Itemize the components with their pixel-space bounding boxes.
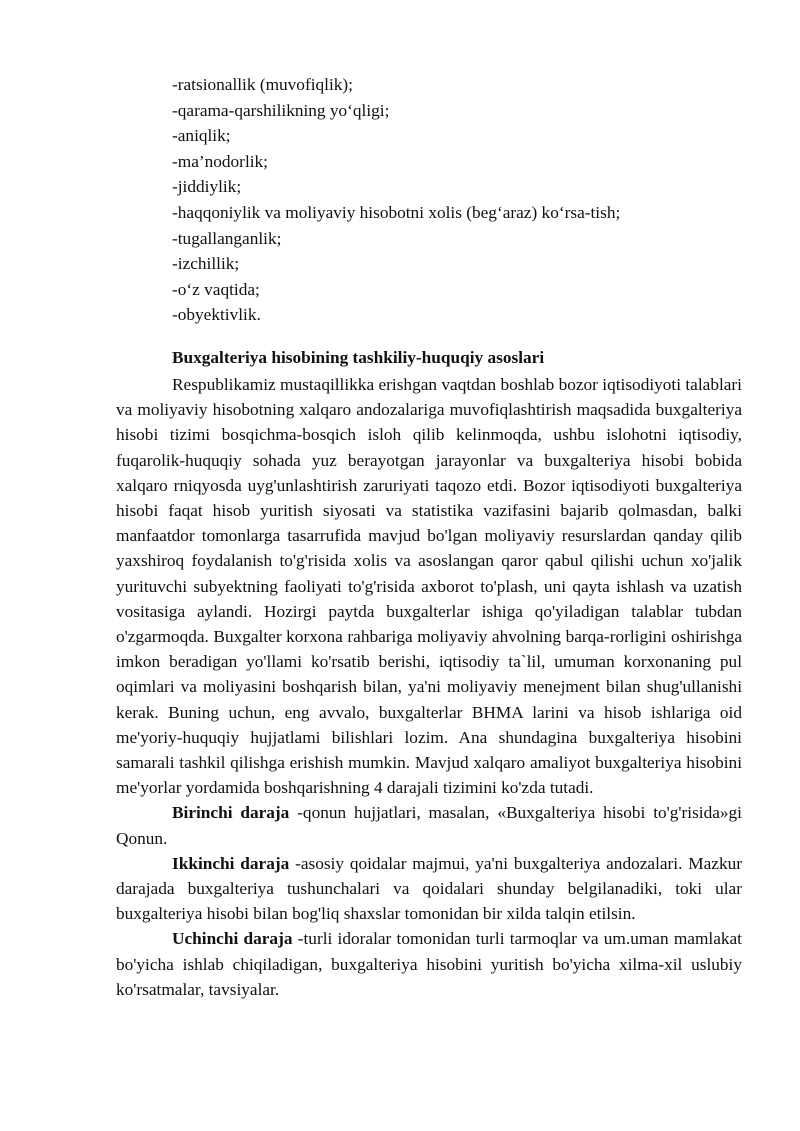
list-item: -o‘z vaqtida;: [172, 279, 260, 299]
level-1-paragraph: [116, 800, 742, 850]
list-item: -ratsionallik (muvofiqlik);: [172, 75, 353, 94]
list-item: -tugallanganlik;: [172, 228, 282, 248]
list-item: -haqqoniylik va moliyaviy hisobotni xolis (beg‘araz) ko‘rsa-tish;: [172, 202, 621, 222]
list-item: -ma’nodorlik;: [172, 151, 268, 171]
list-item: -aniqlik;: [172, 126, 231, 146]
level-1-term: Birinchi daraja: [172, 803, 290, 823]
level-1-text: -qonun hujjatlari, masalan, «Buxgalteriya hisobi to'g'risida»gi Qonun.: [116, 803, 742, 848]
list-item: -obyektivlik.: [172, 305, 261, 325]
document-body: [116, 372, 742, 1002]
requirements-list: [172, 72, 752, 328]
level-2-text: -asosiy qoidalar majmui, ya'ni buxgalteriya andozalari. Mazkur darajada buxgalteriya tushunchalari va qoidalari shunday belgilanadiki, toki ular buxgalteriya hisobi bilan bog'liq shaxslar tomonidan bir xilda talqin etilsin.: [116, 853, 742, 924]
level-3-term: Uchinchi daraja: [172, 929, 293, 949]
level-2-paragraph: [116, 851, 742, 927]
list-item: -jiddiylik;: [172, 177, 242, 197]
intro-paragraph: Respublikamiz mustaqillikka erishgan vaqtdan boshlab bozor iqtisodiyoti talablari va moliyaviy hisobotning xalqaro andozalariga muvofiqlashtirish maqsadida buxgalteriya hisobi tizimi bosqichma-bosqich isloh qilib kelinmoqda, ushbu islohotni iqtisodiy, fuqarolik-huquqiy sohada yuz berayotgan jarayonlar va buxgalteriya hisobi bobida xalqaro rniqyosda uyg'unlashtirish zaruriyati taqozo etdi. Bozor iqtisodiyoti buxgalteriya hisobi faqat hisob yuritish siyosati va statistika vazifasini bajarib qolmasdan, balki manfaatdor tomonlarga tasarrufida mavjud bo'lgan moliyaviy resurslardan qanday qilib yaxshiroq foydalanish to'g'risida xolis va asoslangan qaror qabul qilishi uchun xo'jalik yurituvchi subyektning faoliyati to'g'risida axborot to'plash, uni qayta ishlash va uzatish vositasiga aylandi. Hozirgi paytda buxgalterlar ishiga qo'yiladigan talablar tubdan o'zgarmoqda. Buxgalter korxona rahbariga moliyaviy ahvolning barqa-rorligini oshirishga imkon beradigan yo'llami ko'rsatib berishi, iqtisodiy ta`lil, umuman korxonaning pul oqimlari va moliyasini boshqarish bilan, ya'ni moliyaviy menejment bilan shug'ullanishi kerak. Buning uchun, eng avvalo, buxgalterlar BHMA larini va hisob ishlariga oid me'yoriy-huquqiy hujjatlami bilishlari lozim. Ana shundagina buxgalteriya hisobini samarali tashkil qilishga erishish mumkin. Mavjud xalqaro amaliyot buxgalteriya hisobini me'yorlar yordamida boshqarishning 4 darajali tizimini ko'zda tutadi.: [116, 375, 742, 798]
level-2-term: Ikkinchi daraja: [172, 853, 290, 873]
level-3-text: -turli idoralar tomonidan turli tarmoqlar va um.uman mamlakat bo'yicha ishlab chiqiladigan, buxgalteriya hisobini yuritish bo'yicha xilma-xil uslubiy ko'rsatmalar, tavsiyalar.: [116, 929, 742, 999]
section-heading: Buxgalteriya hisobining tashkiliy-huquqiy asoslari: [172, 348, 545, 367]
list-item: -qarama-qarshilikning yo‘qligi;: [172, 100, 390, 120]
list-item: -izchillik;: [172, 254, 240, 274]
level-3-paragraph: [116, 926, 742, 1002]
